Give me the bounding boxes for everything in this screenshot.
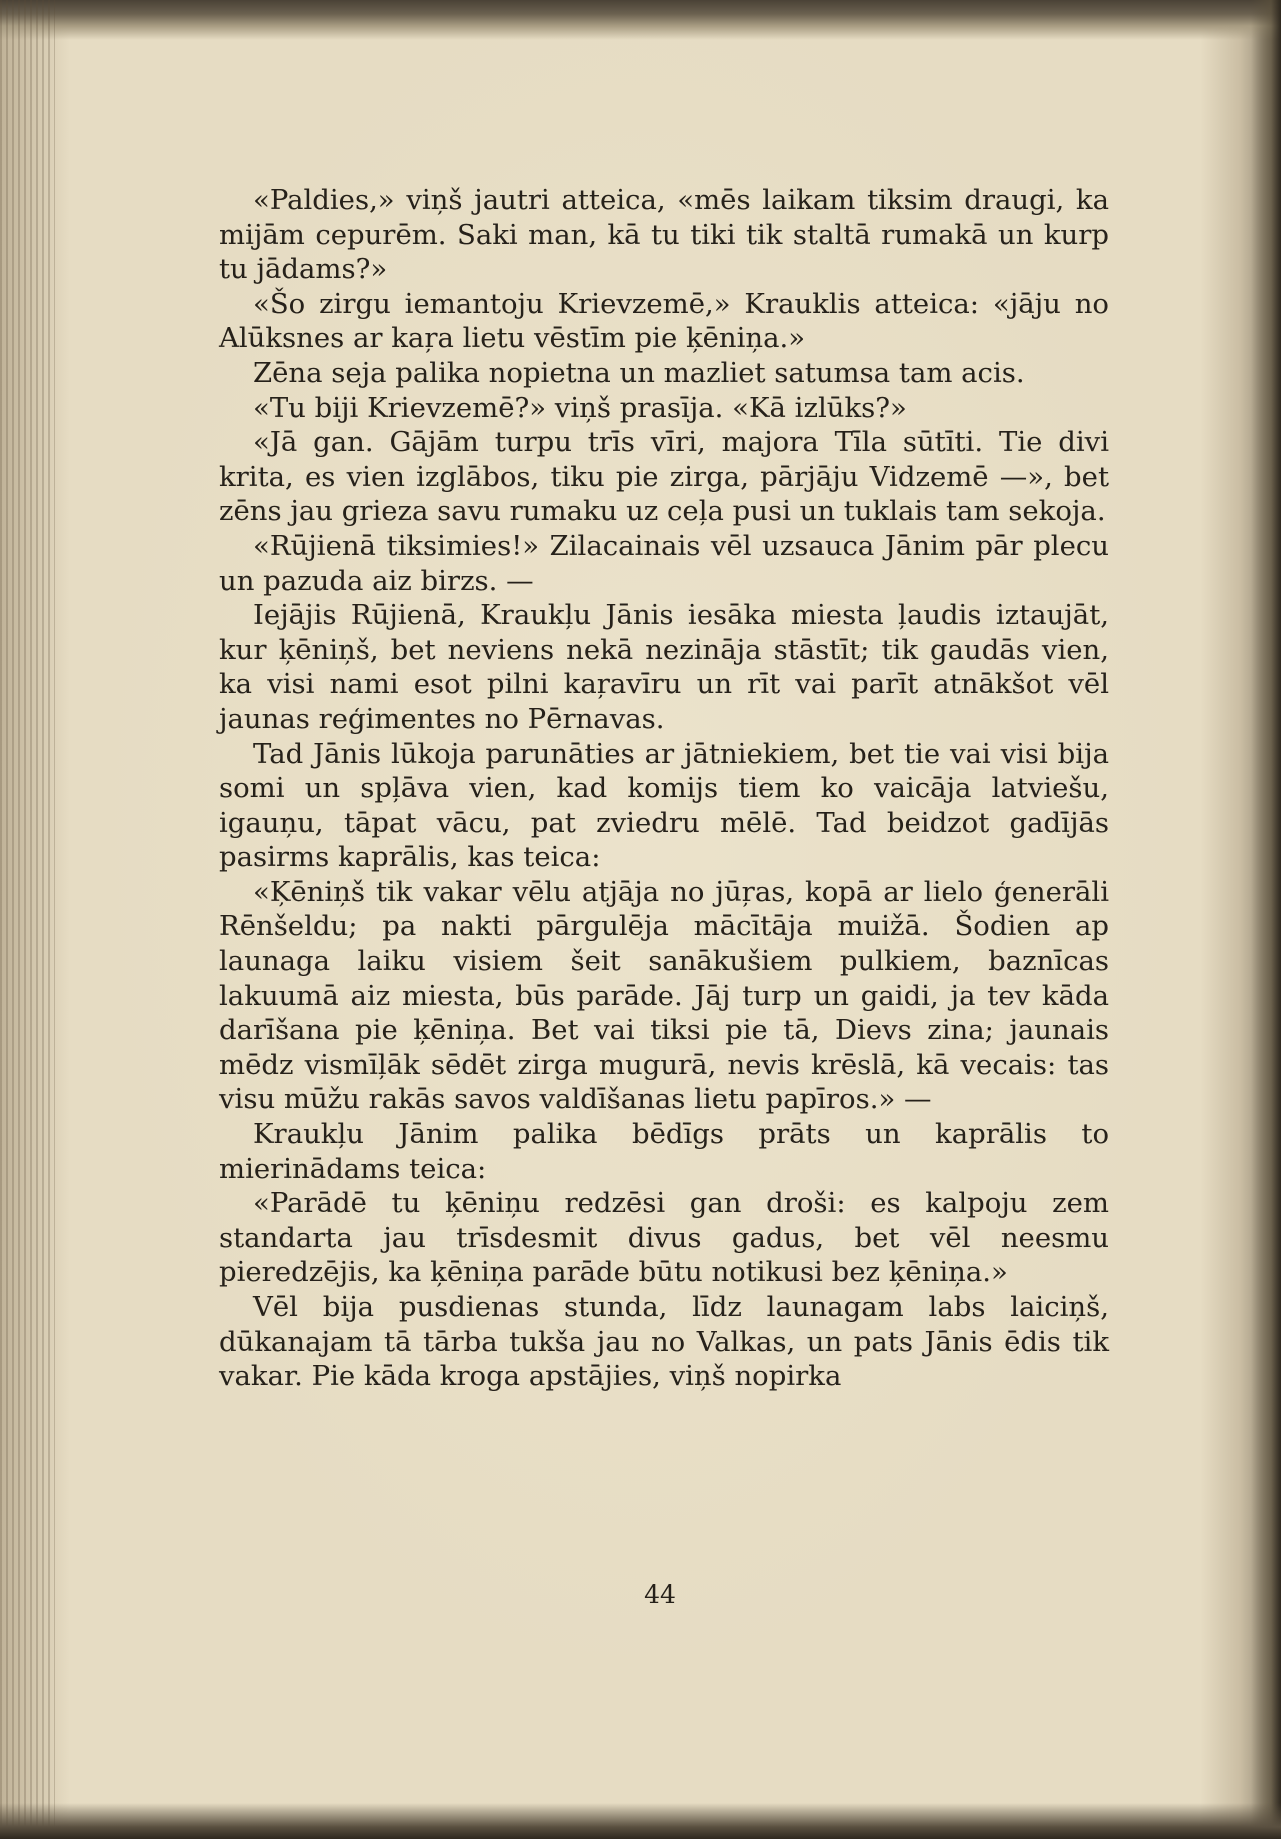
paragraph: «Parādē tu ķēniņu redzēsi gan droši: es kalpoju zem standarta jau trīsdesmit divus gadus, bet vēl neesmu pieredzējis, ka ķēniņa parāde būtu notikusi bez ķēniņa.»: [219, 1187, 1109, 1289]
paragraph: «Paldies,» viņš jautri atteica, «mēs laikam tiksim draugi, ka mijām cepurēm. Saki man, kā tu tiki tik staltā rumakā un kurp tu jādams?»: [219, 184, 1109, 286]
page-top-edge: [0, 0, 1281, 40]
paragraph: «Rūjienā tiksimies!» Zilacainais vēl uzsauca Jānim pār plecu un pazuda aiz birzs. —: [219, 529, 1109, 597]
paragraph: «Ķēniņš tik vakar vēlu atjāja no jūŗas, kopā ar lielo ģenerāli Rēnšeldu; pa nakti pārgulēja mācītāja muižā. Šodien ap launaga laiku visiem šeit sanākušiem pulkiem, baznīcas lakuumā aiz miesta, būs parāde. Jāj turp un gaidi, ja tev kāda darīšana pie ķēniņa. Bet vai tiksi pie tā, Dievs zina; jaunais mēdz vismīļāk sēdēt zirga mugurā, nevis krēslā, kā vecais: tas visu mūžu rakās savos valdīšanas lietu papīros.» —: [219, 875, 1109, 1116]
paragraph: Tad Jānis lūkoja parunāties ar jātniekiem, bet tie vai visi bija somi un spļāva vien, kad komijs tiem ko vaicāja latviešu, igauņu, tāpat vācu, pat zviedru mēlē. Tad beidzot gadījās pasirms kaprālis, kas teica:: [219, 737, 1109, 874]
paragraph: Zēna seja palika nopietna un mazliet satumsa tam acis.: [253, 356, 1025, 389]
paragraph: Kraukļu Jānim palika bēdīgs prāts un kaprālis to mierinādams teica:: [219, 1118, 1109, 1185]
paragraph: «Tu biji Krievzemē?» viņš prasīja. «Kā izlūks?»: [253, 391, 907, 424]
paragraph: «Jā gan. Gājām turpu trīs vīri, majora Tīla sūtīti. Tie divi krita, es vien izglābos, tiku pie zirga, pārjāju Vidzemē —», bet zēns jau grieza savu rumaku uz ceļa pusi un tuklais tam sekoja.: [219, 426, 1109, 528]
page-right-edge: [1251, 0, 1281, 1839]
paragraph: «Šo zirgu iemantoju Krievzemē,» Krauklis atteica: «jāju no Alūksnes ar kaŗa lietu vēstīm pie ķēniņa.»: [219, 287, 1109, 355]
page-bottom-edge: [0, 1803, 1281, 1839]
page-number: 44: [644, 1580, 676, 1609]
page-left-edge: [0, 0, 55, 1839]
paragraph: Iejājis Rūjienā, Kraukļu Jānis iesāka miesta ļaudis iztaujāt, kur ķēniņš, bet neviens nekā nezināja stāstīt; tik gaudās vien, ka visi nami esot pilni kaŗavīru un rīt vai parīt atnākšot vēl jaunas reģimentes no Pērnavas.: [219, 599, 1109, 735]
body-text: [219, 183, 1109, 1394]
paragraph: Vēl bija pusdienas stunda, līdz launagam labs laiciņš, dūkanajam tā tārba tukša jau no Valkas, un pats Jānis ēdis tik vakar. Pie kāda kroga apstājies, viņš nopirka: [219, 1291, 1109, 1393]
